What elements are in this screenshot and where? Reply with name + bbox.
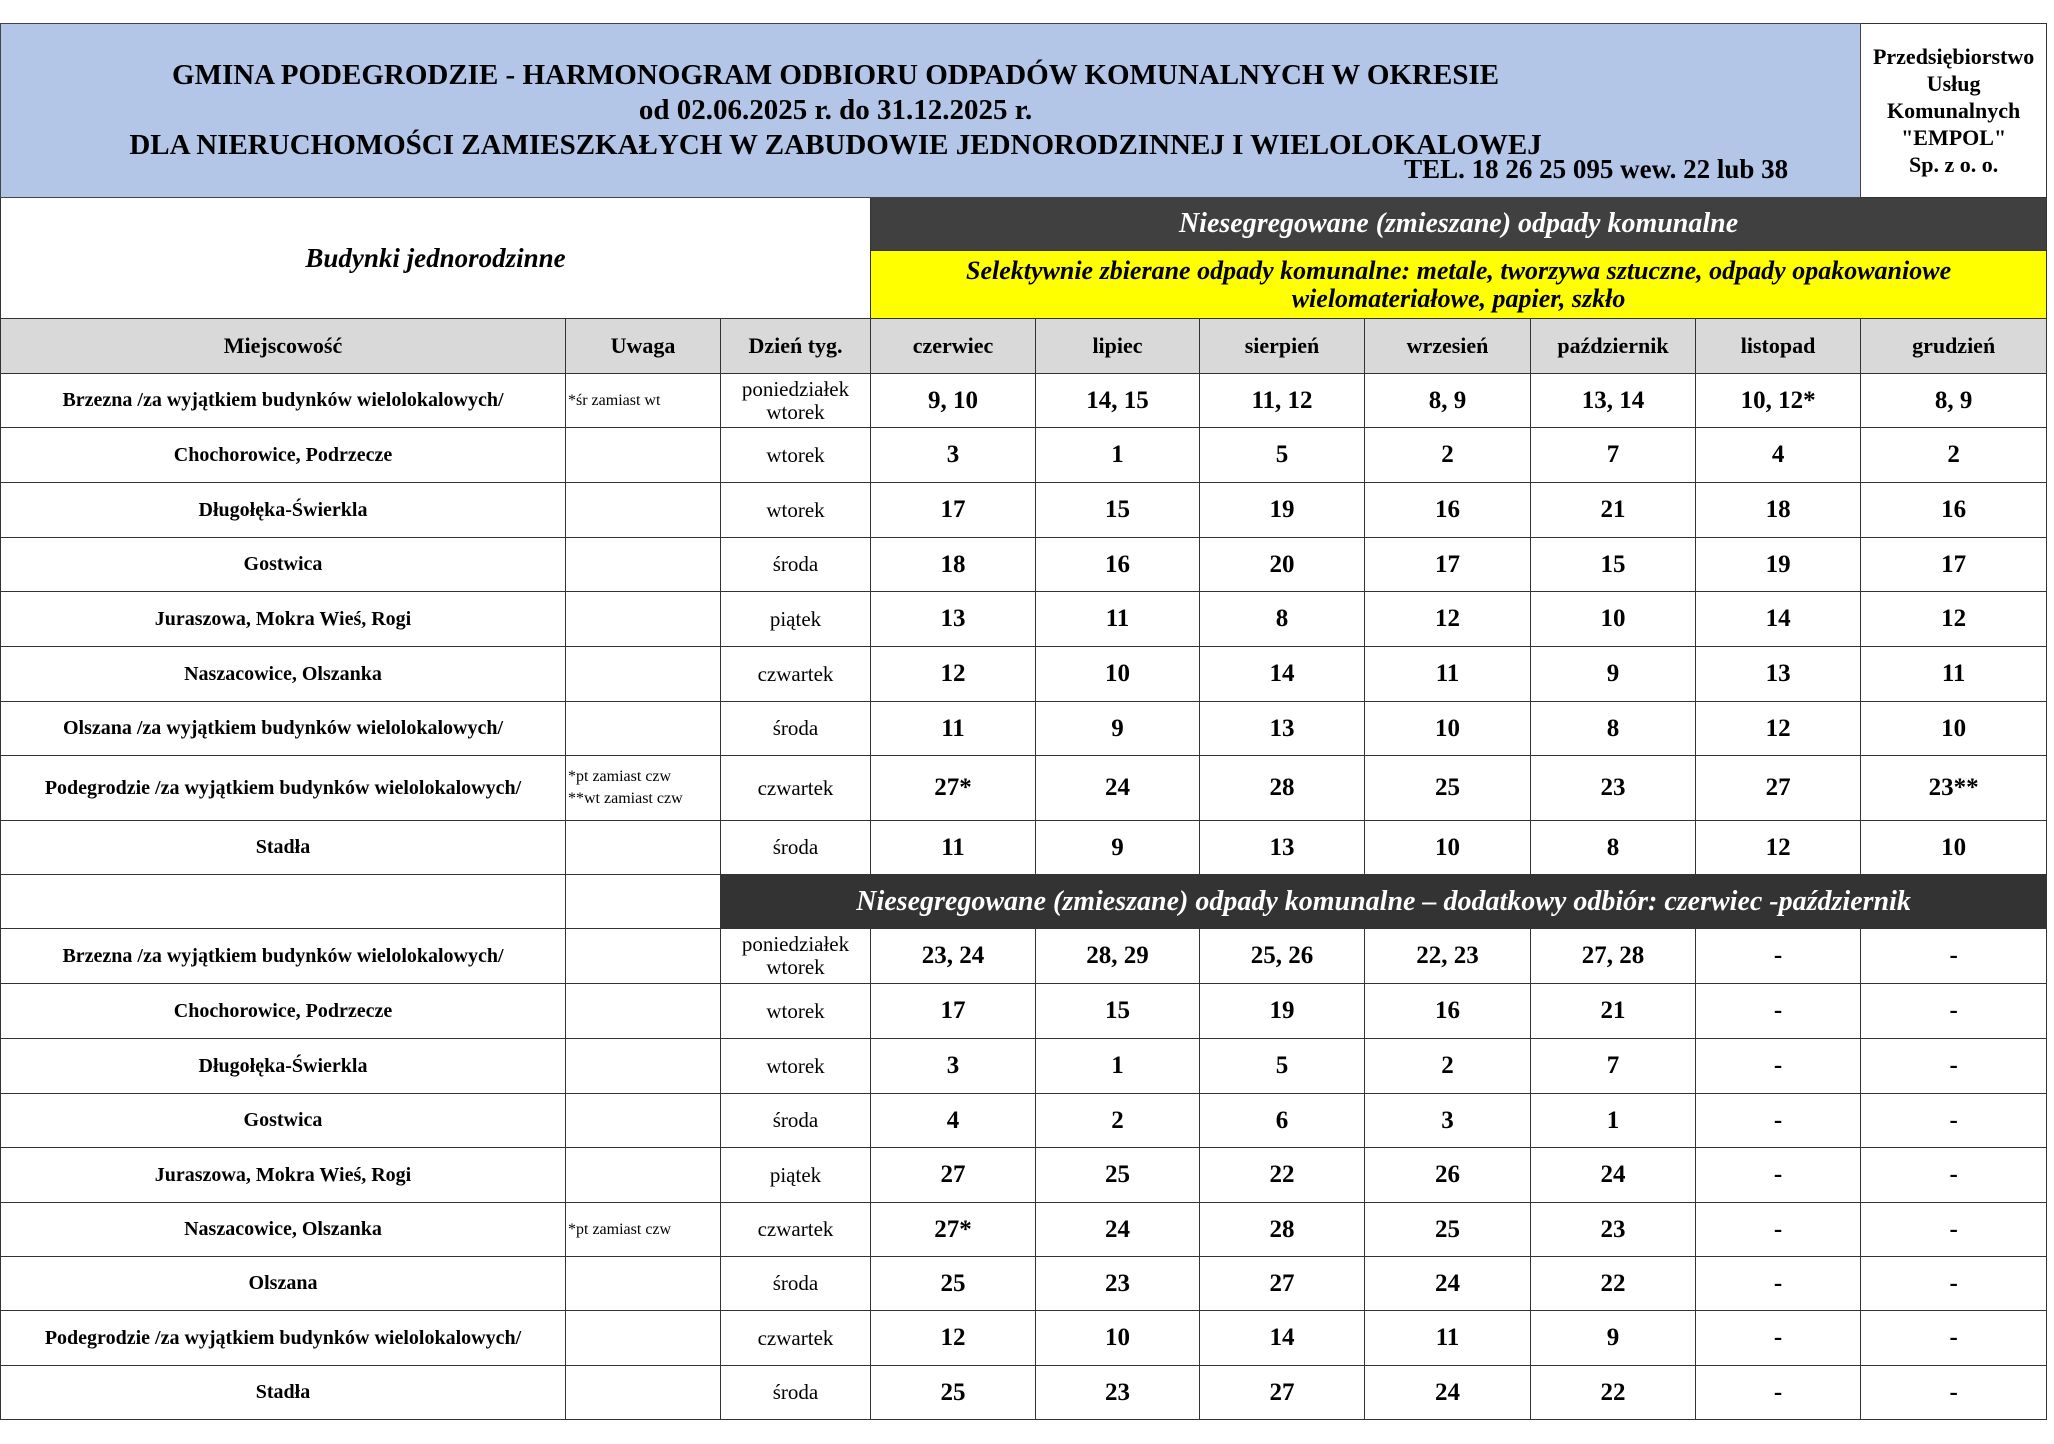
note-cell	[566, 1311, 721, 1366]
note-cell	[566, 1094, 721, 1148]
pickup-date: 23	[1036, 1366, 1200, 1420]
place-name: Podegrodzie /za wyjątkiem budynków wielolokalowych/	[1, 1311, 566, 1366]
pickup-date: 21	[1531, 984, 1696, 1039]
schedule-table	[0, 23, 2047, 1420]
pickup-date: 15	[1036, 483, 1200, 538]
pickup-date: -	[1861, 1257, 2047, 1311]
pickup-date: 11	[1365, 1311, 1531, 1366]
pickup-date: 12	[1696, 821, 1861, 875]
pickup-date: 8, 9	[1365, 374, 1531, 428]
weekday-cell: wtorek	[721, 984, 871, 1039]
pickup-date: 24	[1036, 1203, 1200, 1257]
title-line-3: DLA NIERUCHOMOŚCI ZAMIESZKAŁYCH W ZABUDOWIE JEDNORODZINNEJ I WIELOLOKALOWEJ	[129, 129, 1542, 161]
note-cell	[566, 929, 721, 984]
pickup-date: 28, 29	[1036, 929, 1200, 984]
pickup-date: 10	[1531, 592, 1696, 647]
pickup-date: 12	[871, 1311, 1036, 1366]
place-name: Chochorowice, Podrzecze	[1, 428, 566, 483]
pickup-date: 13	[871, 592, 1036, 647]
pickup-date: -	[1861, 929, 2047, 984]
col-header-june: czerwiec	[871, 319, 1036, 374]
table-row	[1, 756, 2047, 821]
pickup-date: 6	[1200, 1094, 1365, 1148]
weekday-cell: wtorek	[721, 1039, 871, 1094]
document-title-block	[1, 24, 1861, 198]
company-line: Komunalnych	[1886, 98, 2021, 123]
table-row	[1, 592, 2047, 647]
pickup-date: -	[1696, 1366, 1861, 1420]
pickup-date: 24	[1365, 1257, 1531, 1311]
place-name: Chochorowice, Podrzecze	[1, 984, 566, 1039]
pickup-date: 16	[1365, 984, 1531, 1039]
pickup-date: 27	[871, 1148, 1036, 1203]
weekday-cell: wtorek	[721, 483, 871, 538]
band-selective-waste: Selektywnie zbierane odpady komunalne: metale, tworzywa sztuczne, odpady opakowaniowe wielomateriałowe, papier, szkło	[871, 251, 2047, 319]
extra-schedule-body	[1, 929, 2047, 1420]
pickup-date: 27*	[871, 756, 1036, 821]
pickup-date: -	[1861, 1039, 2047, 1094]
note-cell	[566, 483, 721, 538]
note-cell	[566, 592, 721, 647]
table-row	[1, 929, 2047, 984]
title-line-1: GMINA PODEGRODZIE - HARMONOGRAM ODBIORU ODPADÓW KOMUNALNYCH W OKRESIE	[172, 59, 1500, 91]
weekday-cell: wtorek	[721, 428, 871, 483]
pickup-date: 9	[1036, 702, 1200, 756]
table-row	[1, 1039, 2047, 1094]
pickup-date: 23	[1531, 756, 1696, 821]
pickup-date: 13	[1696, 647, 1861, 702]
col-header-august: sierpień	[1200, 319, 1365, 374]
place-name: Stadła	[1, 1366, 566, 1420]
pickup-date: 27	[1696, 756, 1861, 821]
pickup-date: -	[1696, 1039, 1861, 1094]
weekday-cell: środa	[721, 821, 871, 875]
pickup-date: 11	[871, 821, 1036, 875]
pickup-date: 12	[1861, 592, 2047, 647]
place-name: Naszacowice, Olszanka	[1, 647, 566, 702]
note-cell	[566, 538, 721, 592]
pickup-date: 19	[1696, 538, 1861, 592]
table-row	[1, 1203, 2047, 1257]
note-cell	[566, 984, 721, 1039]
weekday-cell: czwartek	[721, 1311, 871, 1366]
pickup-date: 2	[1861, 428, 2047, 483]
pickup-date: 5	[1200, 1039, 1365, 1094]
pickup-date: 10	[1365, 702, 1531, 756]
pickup-date: -	[1696, 984, 1861, 1039]
place-name: Brzezna /za wyjątkiem budynków wielolokalowych/	[1, 929, 566, 984]
pickup-date: 24	[1531, 1148, 1696, 1203]
pickup-date: 18	[871, 538, 1036, 592]
table-row	[1, 1257, 2047, 1311]
pickup-date: 26	[1365, 1148, 1531, 1203]
pickup-date: -	[1696, 1148, 1861, 1203]
table-row	[1, 647, 2047, 702]
phone-number: TEL. 18 26 25 095 wew. 22 lub 38	[1404, 154, 1789, 184]
pickup-date: 9, 10	[871, 374, 1036, 428]
empty-cell	[1, 875, 566, 929]
pickup-date: 8	[1531, 821, 1696, 875]
weekday-cell: czwartek	[721, 647, 871, 702]
weekday-cell: środa	[721, 538, 871, 592]
note-cell	[566, 428, 721, 483]
pickup-date: 25, 26	[1200, 929, 1365, 984]
title-line-2: od 02.06.2025 r. do 31.12.2025 r.	[638, 94, 1033, 126]
weekday-cell: piątek	[721, 592, 871, 647]
pickup-date: 17	[871, 984, 1036, 1039]
waste-schedule-sheet	[0, 23, 2046, 1420]
pickup-date: 11	[1365, 647, 1531, 702]
pickup-date: -	[1861, 1203, 2047, 1257]
table-row	[1, 374, 2047, 428]
col-header-december: grudzień	[1861, 319, 2047, 374]
place-name: Juraszowa, Mokra Wieś, Rogi	[1, 592, 566, 647]
place-name: Podegrodzie /za wyjątkiem budynków wielolokalowych/	[1, 756, 566, 821]
pickup-date: -	[1861, 984, 2047, 1039]
pickup-date: 19	[1200, 483, 1365, 538]
note-cell: *śr zamiast wt	[566, 374, 721, 428]
pickup-date: 22, 23	[1365, 929, 1531, 984]
pickup-date: 9	[1036, 821, 1200, 875]
weekday-cell: czwartek	[721, 756, 871, 821]
company-line: Sp. z o. o.	[1909, 152, 1999, 177]
pickup-date: -	[1696, 1257, 1861, 1311]
weekday-cell: środa	[721, 1366, 871, 1420]
pickup-date: 22	[1531, 1366, 1696, 1420]
pickup-date: -	[1861, 1148, 2047, 1203]
table-row	[1, 1148, 2047, 1203]
note-cell	[566, 702, 721, 756]
place-name: Olszana /za wyjątkiem budynków wielolokalowych/	[1, 702, 566, 756]
table-row	[1, 702, 2047, 756]
pickup-date: 10	[1036, 1311, 1200, 1366]
pickup-date: 21	[1531, 483, 1696, 538]
pickup-date: 16	[1365, 483, 1531, 538]
place-name: Brzezna /za wyjątkiem budynków wielolokalowych/	[1, 374, 566, 428]
pickup-date: 22	[1200, 1148, 1365, 1203]
table-row	[1, 821, 2047, 875]
col-header-october: październik	[1531, 319, 1696, 374]
pickup-date: 28	[1200, 1203, 1365, 1257]
company-name	[1861, 24, 2047, 198]
pickup-date: 1	[1531, 1094, 1696, 1148]
pickup-date: -	[1696, 1311, 1861, 1366]
place-name: Gostwica	[1, 538, 566, 592]
note-cell	[566, 1366, 721, 1420]
table-row	[1, 1311, 2047, 1366]
place-name: Długołęka-Świerkla	[1, 483, 566, 538]
place-name: Stadła	[1, 821, 566, 875]
pickup-date: 14	[1200, 1311, 1365, 1366]
pickup-date: 2	[1036, 1094, 1200, 1148]
pickup-date: 24	[1365, 1366, 1531, 1420]
pickup-date: 1	[1036, 428, 1200, 483]
column-header-row	[1, 319, 2047, 374]
pickup-date: 7	[1531, 428, 1696, 483]
pickup-date: 4	[871, 1094, 1036, 1148]
note-cell	[566, 647, 721, 702]
place-name: Długołęka-Świerkla	[1, 1039, 566, 1094]
pickup-date: 9	[1531, 647, 1696, 702]
pickup-date: 1	[1036, 1039, 1200, 1094]
pickup-date: 25	[1036, 1148, 1200, 1203]
weekday-cell: poniedziałek wtorek	[721, 374, 871, 428]
note-cell	[566, 1148, 721, 1203]
pickup-date: 20	[1200, 538, 1365, 592]
weekday-cell: piątek	[721, 1148, 871, 1203]
company-line: Przedsiębiorstwo	[1872, 44, 2035, 69]
pickup-date: 5	[1200, 428, 1365, 483]
pickup-date: 10	[1365, 821, 1531, 875]
pickup-date: 3	[871, 428, 1036, 483]
pickup-date: 3	[871, 1039, 1036, 1094]
pickup-date: 2	[1365, 1039, 1531, 1094]
pickup-date: 11	[1861, 647, 2047, 702]
pickup-date: 10	[1036, 647, 1200, 702]
note-cell: *pt zamiast czw **wt zamiast czw	[566, 756, 721, 821]
table-row	[1, 538, 2047, 592]
pickup-date: 10	[1861, 702, 2047, 756]
pickup-date: 14	[1200, 647, 1365, 702]
pickup-date: 24	[1036, 756, 1200, 821]
note-cell	[566, 1039, 721, 1094]
pickup-date: 12	[1696, 702, 1861, 756]
weekday-cell: poniedziałek wtorek	[721, 929, 871, 984]
note-cell	[566, 1257, 721, 1311]
pickup-date: 11	[871, 702, 1036, 756]
note-cell	[566, 821, 721, 875]
place-name: Gostwica	[1, 1094, 566, 1148]
table-row	[1, 483, 2047, 538]
pickup-date: 22	[1531, 1257, 1696, 1311]
pickup-date: 23**	[1861, 756, 2047, 821]
pickup-date: 27	[1200, 1257, 1365, 1311]
table-row	[1, 428, 2047, 483]
pickup-date: 25	[871, 1366, 1036, 1420]
table-row	[1, 984, 2047, 1039]
pickup-date: 27*	[871, 1203, 1036, 1257]
empty-cell	[566, 875, 721, 929]
pickup-date: 10, 12*	[1696, 374, 1861, 428]
pickup-date: 28	[1200, 756, 1365, 821]
band-mixed-waste: Niesegregowane (zmieszane) odpady komunalne	[871, 198, 2047, 251]
pickup-date: 12	[1365, 592, 1531, 647]
pickup-date: 17	[1365, 538, 1531, 592]
pickup-date: 13	[1200, 821, 1365, 875]
weekday-cell: środa	[721, 1257, 871, 1311]
pickup-date: 8, 9	[1861, 374, 2047, 428]
pickup-date: -	[1696, 929, 1861, 984]
company-line: Usług	[1926, 71, 1981, 96]
weekday-cell: czwartek	[721, 1203, 871, 1257]
pickup-date: 7	[1531, 1039, 1696, 1094]
pickup-date: 25	[1365, 1203, 1531, 1257]
pickup-date: 14, 15	[1036, 374, 1200, 428]
place-name: Olszana	[1, 1257, 566, 1311]
pickup-date: 12	[871, 647, 1036, 702]
pickup-date: 18	[1696, 483, 1861, 538]
pickup-date: 13	[1200, 702, 1365, 756]
col-header-day: Dzień tyg.	[721, 319, 871, 374]
table-row	[1, 1094, 2047, 1148]
pickup-date: 23	[1036, 1257, 1200, 1311]
pickup-date: 8	[1531, 702, 1696, 756]
pickup-date: 4	[1696, 428, 1861, 483]
col-header-july: lipiec	[1036, 319, 1200, 374]
pickup-date: 16	[1861, 483, 2047, 538]
pickup-date: 27	[1200, 1366, 1365, 1420]
pickup-date: 10	[1861, 821, 2047, 875]
pickup-date: 9	[1531, 1311, 1696, 1366]
pickup-date: 3	[1365, 1094, 1531, 1148]
pickup-date: 11, 12	[1200, 374, 1365, 428]
pickup-date: 15	[1036, 984, 1200, 1039]
weekday-cell: środa	[721, 702, 871, 756]
pickup-date: 14	[1696, 592, 1861, 647]
col-header-place: Miejscowość	[1, 319, 566, 374]
pickup-date: 25	[1365, 756, 1531, 821]
pickup-date: -	[1861, 1366, 2047, 1420]
pickup-date: 23, 24	[871, 929, 1036, 984]
pickup-date: 19	[1200, 984, 1365, 1039]
place-name: Naszacowice, Olszanka	[1, 1203, 566, 1257]
note-cell: *pt zamiast czw	[566, 1203, 721, 1257]
pickup-date: 17	[871, 483, 1036, 538]
pickup-date: 27, 28	[1531, 929, 1696, 984]
col-header-september: wrzesień	[1365, 319, 1531, 374]
pickup-date: 17	[1861, 538, 2047, 592]
pickup-date: 11	[1036, 592, 1200, 647]
col-header-note: Uwaga	[566, 319, 721, 374]
section-title: Budynki jednorodzinne	[1, 198, 871, 319]
band-extra-pickup: Niesegregowane (zmieszane) odpady komunalne – dodatkowy odbiór: czerwiec -październik	[721, 875, 2047, 929]
col-header-november: listopad	[1696, 319, 1861, 374]
pickup-date: 2	[1365, 428, 1531, 483]
pickup-date: 16	[1036, 538, 1200, 592]
pickup-date: 15	[1531, 538, 1696, 592]
main-schedule-body	[1, 374, 2047, 875]
company-line: "EMPOL"	[1901, 125, 2007, 150]
pickup-date: -	[1861, 1311, 2047, 1366]
pickup-date: -	[1861, 1094, 2047, 1148]
pickup-date: -	[1696, 1094, 1861, 1148]
weekday-cell: środa	[721, 1094, 871, 1148]
place-name: Juraszowa, Mokra Wieś, Rogi	[1, 1148, 566, 1203]
pickup-date: 25	[871, 1257, 1036, 1311]
table-row	[1, 1366, 2047, 1420]
pickup-date: 8	[1200, 592, 1365, 647]
pickup-date: 13, 14	[1531, 374, 1696, 428]
pickup-date: -	[1696, 1203, 1861, 1257]
pickup-date: 23	[1531, 1203, 1696, 1257]
